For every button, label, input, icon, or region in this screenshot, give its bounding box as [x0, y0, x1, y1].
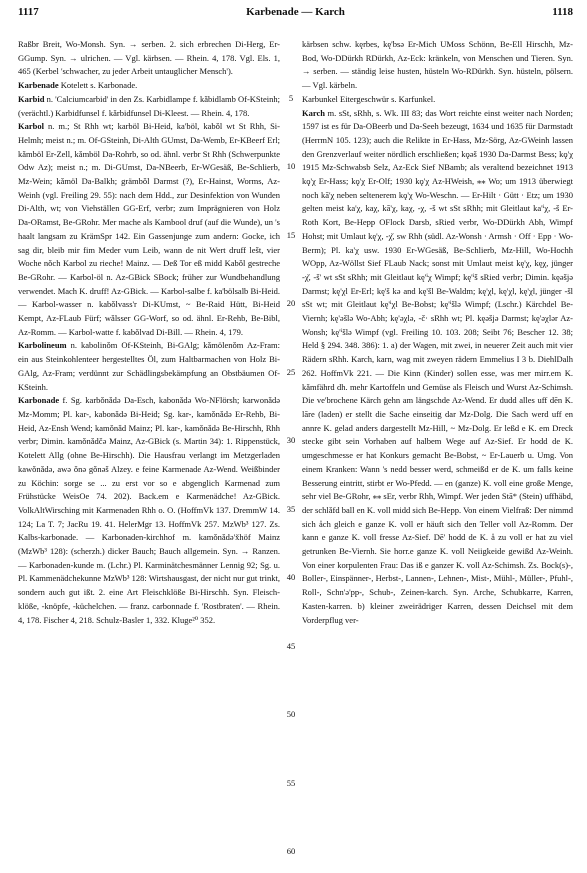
- entry-text: n. 'Calciumcarbid' in den Zs. Karbidlampe f. kǎbidlamb Of-KSteinh; (verächtl.) Karbidfunsel f. kǎrbidfunsel Di-Kleest. — Rhein. 4, 178.: [18, 93, 280, 118]
- line-number: 40: [286, 572, 296, 583]
- line-number: 30: [286, 435, 296, 446]
- dictionary-entry: [302, 93, 573, 107]
- line-number: 50: [286, 709, 296, 720]
- entry-text: f. Sg. karbǒnǎdǝ Da-Esch, kabonǎdǝ Wo-NFlörsh; karwonǎdǝ Mz-Momm; Pl. kar-, kabonǎdǝ Bi-Heid; Sg. kar-, kamǒnǎdǝ Er-Rehb, Bi-Heid, Az-Ensh Wend; kamǒnǎd Mainz; Pl. kar-, kamǒnǎdǝ Be-Hirschh, Rhh verbr; Dimin. kamǒnǎdčǝ Mainz, Az-GBick (s. Martin 34): 1. Rippenstück, Kotelett Allg (ohne Be-Hirschh). Die Hausfrau verlangt im Metzgerladen kawǒnǎdǝ, awǝ ǒnǝ gǒnǝš Alzey. e feine Karmenade Az-Wend. Weißbinder zu Köchin: sorge se ... zu erst vor so e abgenglich Karmenad zum Frühstücke WeisOe 74. 202). Back.em e Karmenädche! Az-GBick. VolkAltWirsching mit Karmenaden Rhh o. O. (HoffmVk 137. DremmW 14. 124; La T. 7; JacRu 19. 41. HelerMgr 13. HoffmVk 257. MzWb³ 127. Zs. Kalbs-karbonade. — Karbonaden-kirchhof m. kamǒnǎdǝ'x̌höf Mainz (MzWb³ 128): (scherzh.) dicker Bauch; Bauch allgemein. Syn. → Ranzen. — Karbonaden-kunde m. (Lchr.) Pl. Karminätchesmänner Lennig 92; Sg. u. Pl. Kammenädchekunne MzWb³ 128: Wirtshausgast, der nicht nur gut trinkt, sondern auch gut ißt. 2. eine Art Fleischklöße Bi-Hirschh. Syn. Fleisch-klöße, -knöpfe, -küchelchen. — franz. carbonnade f. 'Rostbraten'. — Rhein. 4, 178. Fischer 4, 218. Schulz-Basler 1, 332. Kluge²⁰ 352.: [18, 395, 280, 625]
- entry-text: n. kabolinǒm Of-KSteinh, Bi-GAlg; kǎmölenǒm Az-Fram: ein aus Steinkohlenteer hergestelltes Öl, zum Haltbarmachen von Holz Bi-GAlg, Az-Fram; verdünnt zur Schädlingsbekämpfung an Obstbäumen Of-KSteinh.: [18, 340, 280, 392]
- entry-text: kärbsen schw. kęrbes, kę'bsǝ Er-Mich UMoss Schönn, Be-Ell Hirschh, Mz-Bod, Wo-DDürkh RDürkh, Az-Eck: kränkeln, von Menschen und Tieren. Syn. → serben. — ständig leise husten, hüsteln Wo-RDürkh. Syn. hüsteln, pölsern. — Vgl. kärbeln.: [302, 39, 573, 91]
- entry-lemma: Karbid: [18, 93, 45, 104]
- page-number-right: 1118: [552, 6, 573, 18]
- dictionary-entry: [18, 38, 280, 79]
- dictionary-entry: [18, 339, 280, 394]
- line-number: 35: [286, 503, 296, 514]
- page-number-left: 1117: [18, 6, 39, 18]
- line-number: 20: [286, 298, 296, 309]
- line-number: 55: [286, 777, 296, 788]
- dictionary-entry: [302, 38, 573, 93]
- dictionary-entry: [18, 79, 280, 93]
- entry-text: Kotelett s. Karbonade.: [58, 80, 138, 91]
- entry-lemma: Karch: [302, 107, 325, 118]
- dictionary-entry: [18, 120, 280, 339]
- line-number: 5: [288, 92, 294, 103]
- line-number: 25: [286, 366, 296, 377]
- right-column: [302, 38, 573, 627]
- dictionary-entry: [302, 107, 573, 628]
- entry-lemma: Karbolineum: [18, 340, 67, 351]
- entry-lemma: Karbol: [18, 121, 44, 132]
- entry-text: Karbunkel Eitergeschwür s. Karfunkel.: [302, 93, 436, 104]
- line-number: 45: [286, 640, 296, 651]
- line-number: 60: [286, 846, 296, 857]
- page-header: [18, 6, 573, 22]
- entry-text: n. m.; St Rhh wt; karböl Bi-Heid, ka'böl, kabǒl wt St Rhh, Si-Helmh; meist n.; m. Of-GSteinh, Di-Alth GUmst, Da-Wemb, Er-KBeerf Erl; kǎmböl Er-Zell, kǎmböl Da-Rohrb, so od. ähnl. verbr St Rhh (Schwerpunkte Odw Az); meist n.; m. Di-GUmst, Da-NBeerb, Er-WGesäß, Be-Schlierb, Mz-Wein; kǎmöl Da-Balkh; grämbǒl Darmst (?), Er-Hainst, Worms, Az-Weinh (vgl. Freiling 29. 55): nach dem Hdd., zur Desinfektion von Wunden Di-Alth, wt; von Viehställen GG-Erf, verbr; zum Imprägnieren von Holz Da-ORamst, Be-GRohr. Mer mache als Kambool druf (auf die Wunde), un 's haalt langsam zu KrämSpr 142. Ein Gassenjunge zum andern: Gocke, ich sag dir, bleib mir fim Meder vum Leib, wann de nit Wert druff lešt, vier Woche nǒch Karbol zu rieche! Mainz. — Deß Tor eß midd Kabǒl gestreche Be-GRohr. — Karbol-öl n. Az-GBick SBock; früher zur Wundbehandlung verwendet. Mach K. druff! Az-GBick. — Karbol-salbe f. ka'bölsalb Bi-Heid. — Karbol-wasser n. kabǒlvass'r Di-KUmst, ~ Be-Raid Hütt, Bi-Heid Kempt, Az-FLaub Fürf; wǎlsser GG-Worf, so od. ähnl. Er-Rehb, Be-Bibl, Az-Romm. — Karbol-watte f. kabǒlvad Di-Bill. — Rhein. 4, 179.: [18, 121, 280, 337]
- line-number: 10: [286, 161, 296, 172]
- entry-lemma: Karbonade: [18, 395, 60, 406]
- dictionary-entry: [18, 93, 280, 120]
- dictionary-entry: [18, 394, 280, 627]
- running-title: Karbenade — Karch: [246, 6, 345, 18]
- entry-lemma: Karbenade: [18, 80, 59, 91]
- line-number: 15: [286, 229, 296, 240]
- left-column: [18, 38, 280, 627]
- entry-text: Raßbr Breit, Wo-Monsh. Syn. → serben. 2. sich erbrechen Di-Herg, Er-GGump. Syn. → ulrichen. — Vgl. kärbsen. — Rhein. 4, 178. Vgl. Els. 1, 465 (Kerbel 'schwacher, zu jeder Arbeit untauglicher Mensch').: [18, 39, 280, 77]
- entry-text: m. sSt, sRhh, s. Wk. III 83; das Wort reichte einst weiter nach Norden; 1597 ist es für Da-OBeerb und Da-Seeh bezeugt, 1634 und 1635 für Darmstadt (HerrmN 105. 123); auch die Relikte in Er-Hass, Mz-Sörg, Az-GWeinh lassen den Grenzverlauf weiter nördlich erschließen; kǫǝš 1930 Da-Darmst Bess; kǫ'χ 1915 Mz-Schwabsb Selz, Az-Eck Sief NBamb; als veraltend bezeichnet 1913 kǫ'χ Er-Hass; kǫ'χ Er-Olf; 1930 kǫ'χ Az-HWeish, ⁎⁎ Wo; um 1913 überwiegt noch kā'χ neben seltenerem kǫ'χ Wo-Weschn. — Er-Hilt · Gütt · Etz; um 1930 gelten meist ka'χ, kaχ, kā'χ, kaχ, -χ, -š wt sSt sRhh; mit Gleitlaut ka'ⁱχ, -š Er-Roth Kort, Be-Hepp OFlock Darsb, sRied verbr, Wo-DDürkh Abh, Wimpf Hohst; mit Umlaut kę'χ, -χ̌, sw Rhh (südl. Az-Wonsh · Armsh · Off · Epp · Wo-Berm); Pl. ka'χ usw. 1930 Er-WGesäß, Be-Schlierb, Mz-Hill, Wo-Hochh WOpp, Az-Wöllst Sief FLaub Nack; sonst mit Umlaut meist kę'χ, kęχ, jünger -χ̌, -š' wt sSt sRhh; mit Gleitlaut kę'ⁱχ Wimpf; kę'ⁱš sRied verbr; Dimin. kęǝšjǝ Darmst; kę'χl Er-Erl; kę'š kǝ and kę'šl Be-Waldm; kę'χl, kę'χl, kę'χl, jünger -šl sSt wt; mit Gleitlaut kę'ⁱχl Be-Bobst; kę'ⁱšlǝ Wimpf; (Lschr.) Kärchdel Be-Viernh; kę'ǝšlǝ Wo-Abh; kę'ǝχlǝ, -č· sRhh wt; Pl. kęǝšjǝ Darmst; kę'ǝχlǝr Az-Wonsh; kę'ⁱšlǝ Wimpf (vgl. Freiling 10. 103. 208; Seibt 76; Bescher 12. 38; Held § 294. 348. 386): 1. a) der Wagen, mit zwei, in neuerer Zeit auch mit vier Rädern sRhh. Karch, karn, wag mit zweyen rädern Emmelius I 3 b. DiehlDalh 262. HoffmVk 221. — Die Kinn (Kinder) sollen esse, was mer mirr.em K. kǎmfährd dh. mehr Kartoffeln und Gemüse als Fleisch und Wurst Az-Schimsh. Die ve'brochene Kärch gehn am längschde Az-Wend. Er dudd alles uff dēn K. lāre (laden) er stellt die Sache einseitig dar Mz-Dolg. Die Sach werd uff en annre K. gelad anders dargestellt Mz-Hill, ~ Mz-Dolg. Er leßd e K. em Dreck stecke gibt sein Vorhaben auf halbem Wege auf Az-Sief. Er hodd de K. umgeschmesse er hat Konkurs gemacht Be-Bobst, ~ Er-Lauerb u. Umg. Von einem Kranken: Wann 's nedd besser werd, schmeißd er de K. um falls keine Besserung eintritt, stirbt er Wo-Pfedd. — en (ganze) K. voll eine große Menge, sehr viel Be-GRohr, ⁎⁎ sEr, verbr Rhh, Wimpf. Wer jeden Stā* (Stein) uffhäbd, der schlǎfd ball en K. voll midd sich Be-Hepp. Von einem Vielfraß: Der nimmd sich åch gleich e ganze K. voll er häuft sich den Teller voll Az-Romm. Der kann e ganze K. voll fresse Az-Sief. Dē' hodd de K. å zu voll er hat zu viel getrunken Be-Viernh. Sie horr.e ganze K. voll Neiigkeide gewißd Az-Weinh. Von einer korpulenten Frau: Das iß e ganzer K. voll Az-Schimsh. Zs. Bock(s)-, Boller-, Einspänner-, Herbst-, Lannen-, Lehnen-, Mist-, Mühl-, Müller-, Pfuhl-, Roll-, Schn'ǝ'pp-, Schub-, Zeinen-karch. Syn. Arche, Schubkarre, Karren, Kasten-karren. b) kleiner zweirädriger Karren, dessen Deichsel mit dem Vorderpflug ver-: [302, 107, 573, 625]
